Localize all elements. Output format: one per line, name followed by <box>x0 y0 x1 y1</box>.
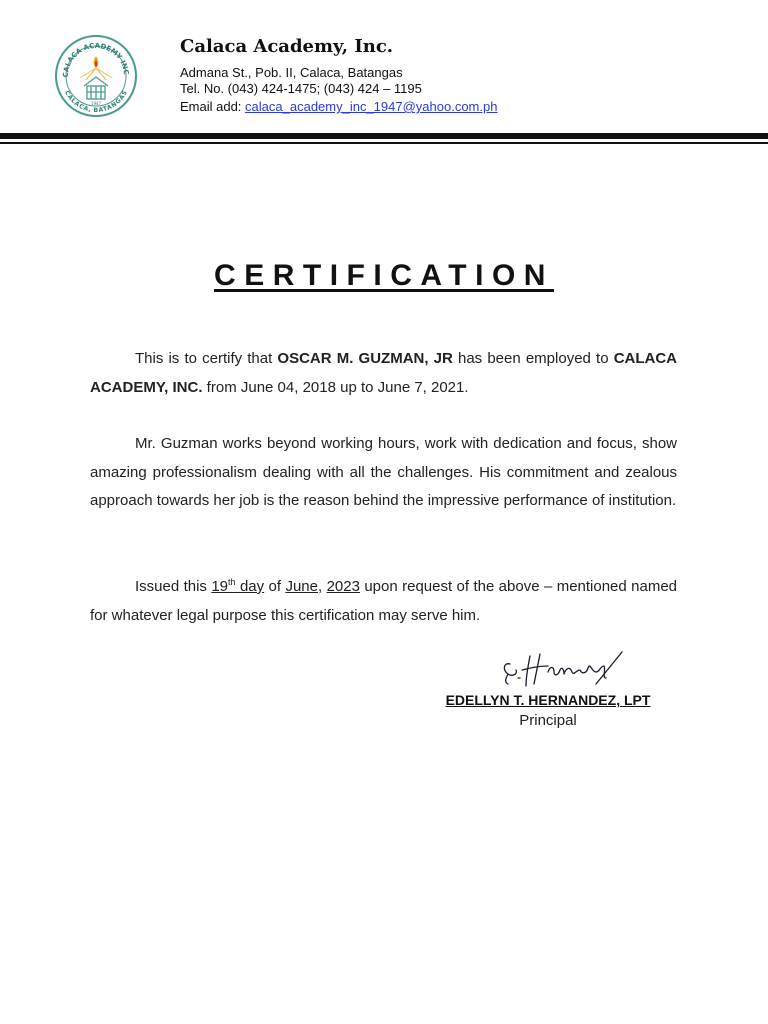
issue-year: 2023 <box>326 578 360 595</box>
header-rule-thick <box>0 133 768 139</box>
org-name: Calaca Academy, Inc. <box>180 36 394 57</box>
seal-small-text: 1947 <box>90 101 102 106</box>
paragraph-employment: This is to certify that OSCAR M. GUZMAN, JR has been employed to CALACA ACADEMY, INC. from June 04, 2018 up to June 7, 2021. <box>90 350 678 396</box>
signatory-position: Principal <box>519 712 577 729</box>
paragraph-performance: Mr. Guzman works beyond working hours, work with dedication and focus, show amazing professionalism dealing with all the challenges. His commitment and zealous approach towards her job is the reason behind the impressive performance of institution. <box>90 435 677 510</box>
org-telephone: Tel. No. (043) 424-1475; (043) 424 – 1195 <box>180 81 422 96</box>
paragraph-issuance: Issued this 19th day of June, 2023 upon request of the above – mentioned named for whatever legal purpose this certification may serve him. <box>90 577 678 624</box>
seal-text-bottom: CALACA, BATANGAS <box>63 89 129 115</box>
header-rule-thin <box>0 142 768 144</box>
org-email-line <box>180 99 497 115</box>
school-seal <box>54 34 138 118</box>
email-label: Email add: <box>180 99 246 114</box>
employee-name: OSCAR M. GUZMAN, JR <box>277 350 453 367</box>
issue-month: June <box>285 578 318 595</box>
handwritten-signature <box>496 648 626 690</box>
org-address: Admana St., Pob. II, Calaca, Batangas <box>180 65 403 80</box>
document-title: CERTIFICATION <box>214 259 554 292</box>
email-link[interactable]: calaca_academy_inc_1947@yahoo.com.ph <box>245 99 498 114</box>
issue-day: 19th day <box>211 577 265 595</box>
seal-text-top: CALACA ACADEMY INC <box>61 41 131 78</box>
employer-name: CALACA ACADEMY, INC. <box>90 350 678 396</box>
signatory-name: EDELLYN T. HERNANDEZ, LPT <box>445 692 651 708</box>
